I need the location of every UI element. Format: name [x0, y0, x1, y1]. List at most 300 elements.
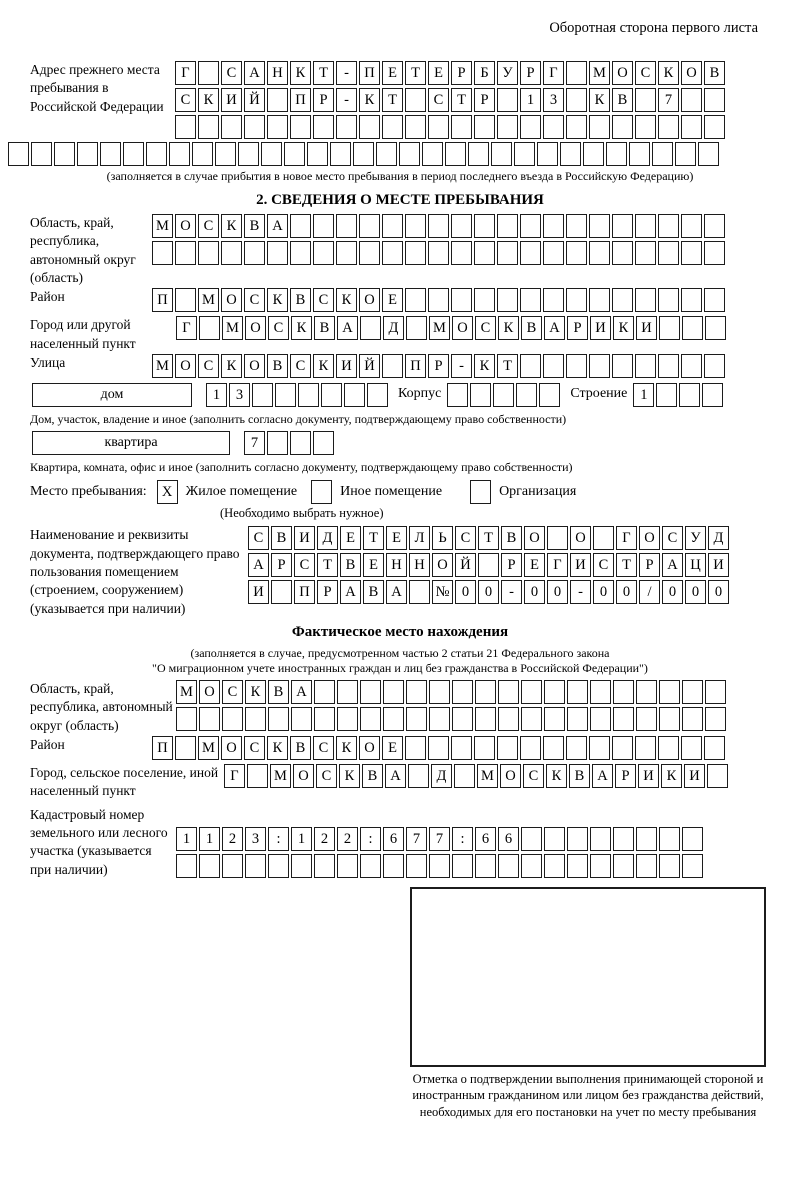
char-box[interactable] [613, 707, 634, 731]
char-box[interactable]: И [336, 354, 357, 378]
char-box[interactable] [267, 115, 288, 139]
char-box[interactable] [593, 526, 614, 550]
char-box[interactable]: О [359, 288, 380, 312]
char-box[interactable]: Л [409, 526, 430, 550]
char-box[interactable]: А [662, 553, 683, 577]
char-box[interactable] [589, 115, 610, 139]
char-box[interactable]: Ц [685, 553, 706, 577]
char-box[interactable]: И [636, 316, 657, 340]
char-box[interactable]: С [221, 61, 242, 85]
char-box[interactable] [705, 316, 726, 340]
char-box[interactable] [405, 115, 426, 139]
char-box[interactable]: 6 [383, 827, 404, 851]
char-box[interactable]: Д [708, 526, 729, 550]
char-box[interactable]: К [290, 61, 311, 85]
char-box[interactable]: Д [383, 316, 404, 340]
char-box[interactable] [566, 288, 587, 312]
char-box[interactable] [408, 764, 429, 788]
char-box[interactable] [539, 383, 560, 407]
char-box[interactable] [77, 142, 98, 166]
char-box[interactable] [475, 854, 496, 878]
char-box[interactable] [31, 142, 52, 166]
char-box[interactable]: 3 [245, 827, 266, 851]
char-box[interactable]: : [452, 827, 473, 851]
char-box[interactable] [544, 707, 565, 731]
char-box[interactable]: П [290, 88, 311, 112]
char-box[interactable] [521, 680, 542, 704]
char-box[interactable]: 6 [475, 827, 496, 851]
char-box[interactable] [635, 214, 656, 238]
char-box[interactable] [245, 707, 266, 731]
char-box[interactable]: О [175, 214, 196, 238]
char-box[interactable]: В [271, 526, 292, 550]
char-box[interactable] [704, 288, 725, 312]
char-box[interactable] [704, 241, 725, 265]
char-box[interactable]: С [313, 288, 334, 312]
char-box[interactable] [267, 88, 288, 112]
char-box[interactable] [405, 288, 426, 312]
char-box[interactable] [474, 214, 495, 238]
char-box[interactable]: И [294, 526, 315, 550]
char-box[interactable] [682, 316, 703, 340]
char-box[interactable]: К [359, 88, 380, 112]
char-box[interactable] [271, 580, 292, 604]
char-box[interactable] [313, 214, 334, 238]
char-box[interactable] [704, 736, 725, 760]
char-box[interactable]: О [639, 526, 660, 550]
char-box[interactable]: О [245, 316, 266, 340]
char-box[interactable] [474, 736, 495, 760]
char-box[interactable] [360, 854, 381, 878]
char-box[interactable] [313, 431, 334, 455]
char-box[interactable]: А [544, 316, 565, 340]
char-box[interactable] [175, 241, 196, 265]
char-box[interactable] [452, 680, 473, 704]
char-box[interactable] [636, 707, 657, 731]
char-box[interactable] [658, 241, 679, 265]
char-box[interactable] [468, 142, 489, 166]
char-box[interactable] [478, 553, 499, 577]
char-box[interactable] [520, 115, 541, 139]
char-box[interactable] [406, 316, 427, 340]
char-box[interactable] [682, 680, 703, 704]
char-box[interactable]: С [175, 88, 196, 112]
char-box[interactable] [590, 707, 611, 731]
char-box[interactable] [521, 854, 542, 878]
char-box[interactable] [221, 115, 242, 139]
char-box[interactable]: К [221, 214, 242, 238]
char-box[interactable]: / [639, 580, 660, 604]
char-box[interactable] [498, 707, 519, 731]
char-box[interactable] [314, 707, 335, 731]
char-box[interactable] [675, 142, 696, 166]
char-box[interactable] [447, 383, 468, 407]
char-box[interactable]: Т [451, 88, 472, 112]
char-box[interactable]: Й [244, 88, 265, 112]
char-box[interactable]: С [523, 764, 544, 788]
char-box[interactable] [590, 680, 611, 704]
char-box[interactable]: Е [386, 526, 407, 550]
char-box[interactable] [681, 88, 702, 112]
char-box[interactable] [658, 736, 679, 760]
char-box[interactable]: Б [474, 61, 495, 85]
char-box[interactable]: Р [501, 553, 522, 577]
char-box[interactable]: Р [615, 764, 636, 788]
char-box[interactable]: 0 [524, 580, 545, 604]
char-box[interactable]: К [589, 88, 610, 112]
char-box[interactable]: А [244, 61, 265, 85]
char-box[interactable]: 6 [498, 827, 519, 851]
char-box[interactable] [215, 142, 236, 166]
char-box[interactable] [544, 827, 565, 851]
char-box[interactable]: Е [363, 553, 384, 577]
checkbox-other-premises[interactable] [311, 480, 332, 504]
char-box[interactable] [520, 214, 541, 238]
char-box[interactable] [698, 142, 719, 166]
char-box[interactable] [589, 241, 610, 265]
char-box[interactable] [681, 288, 702, 312]
char-box[interactable]: П [405, 354, 426, 378]
char-box[interactable] [497, 115, 518, 139]
checkbox-residential[interactable]: X [157, 480, 178, 504]
char-box[interactable] [123, 142, 144, 166]
char-box[interactable] [429, 680, 450, 704]
char-box[interactable] [470, 383, 491, 407]
char-box[interactable]: Р [474, 88, 495, 112]
char-box[interactable] [612, 115, 633, 139]
char-box[interactable]: П [294, 580, 315, 604]
char-box[interactable]: Р [451, 61, 472, 85]
char-box[interactable]: Т [616, 553, 637, 577]
char-box[interactable]: Ь [432, 526, 453, 550]
char-box[interactable]: 0 [662, 580, 683, 604]
char-box[interactable] [681, 736, 702, 760]
char-box[interactable] [475, 680, 496, 704]
char-box[interactable]: Е [382, 61, 403, 85]
char-box[interactable] [704, 214, 725, 238]
char-box[interactable] [353, 142, 374, 166]
char-box[interactable] [589, 288, 610, 312]
char-box[interactable]: 0 [708, 580, 729, 604]
char-box[interactable]: М [429, 316, 450, 340]
char-box[interactable]: А [267, 214, 288, 238]
char-box[interactable]: О [524, 526, 545, 550]
char-box[interactable]: 7 [658, 88, 679, 112]
char-box[interactable] [520, 736, 541, 760]
char-box[interactable]: К [613, 316, 634, 340]
char-box[interactable]: О [681, 61, 702, 85]
char-box[interactable] [175, 288, 196, 312]
char-box[interactable]: И [248, 580, 269, 604]
char-box[interactable] [612, 354, 633, 378]
char-box[interactable]: О [221, 736, 242, 760]
char-box[interactable] [267, 241, 288, 265]
char-box[interactable]: 1 [176, 827, 197, 851]
char-box[interactable]: - [336, 88, 357, 112]
char-box[interactable]: М [198, 736, 219, 760]
char-box[interactable] [344, 383, 365, 407]
char-box[interactable] [176, 707, 197, 731]
char-box[interactable] [291, 854, 312, 878]
char-box[interactable]: О [452, 316, 473, 340]
char-box[interactable]: И [684, 764, 705, 788]
char-box[interactable]: Е [382, 288, 403, 312]
char-box[interactable] [454, 764, 475, 788]
char-box[interactable] [360, 316, 381, 340]
char-box[interactable] [199, 316, 220, 340]
char-box[interactable]: О [199, 680, 220, 704]
char-box[interactable] [359, 241, 380, 265]
char-box[interactable] [635, 736, 656, 760]
char-box[interactable] [382, 214, 403, 238]
char-box[interactable]: О [500, 764, 521, 788]
char-box[interactable]: К [245, 680, 266, 704]
char-box[interactable] [451, 288, 472, 312]
char-box[interactable]: 1 [291, 827, 312, 851]
char-box[interactable] [267, 431, 288, 455]
char-box[interactable] [474, 241, 495, 265]
char-box[interactable] [261, 142, 282, 166]
char-box[interactable] [679, 383, 700, 407]
char-box[interactable] [612, 241, 633, 265]
char-box[interactable] [707, 764, 728, 788]
char-box[interactable] [493, 383, 514, 407]
char-box[interactable]: У [497, 61, 518, 85]
char-box[interactable] [199, 707, 220, 731]
char-box[interactable]: К [661, 764, 682, 788]
char-box[interactable] [606, 142, 627, 166]
char-box[interactable] [635, 88, 656, 112]
char-box[interactable] [475, 707, 496, 731]
char-box[interactable] [544, 680, 565, 704]
char-box[interactable] [337, 854, 358, 878]
char-box[interactable]: Д [431, 764, 452, 788]
char-box[interactable] [474, 115, 495, 139]
char-box[interactable]: Н [409, 553, 430, 577]
char-box[interactable]: Е [382, 736, 403, 760]
char-box[interactable] [298, 383, 319, 407]
char-box[interactable] [428, 736, 449, 760]
char-box[interactable]: 7 [244, 431, 265, 455]
char-box[interactable]: С [428, 88, 449, 112]
char-box[interactable] [314, 854, 335, 878]
char-box[interactable] [658, 288, 679, 312]
char-box[interactable] [336, 214, 357, 238]
char-box[interactable]: С [268, 316, 289, 340]
char-box[interactable]: Т [497, 354, 518, 378]
char-box[interactable] [543, 241, 564, 265]
char-box[interactable]: Е [428, 61, 449, 85]
char-box[interactable]: : [268, 827, 289, 851]
char-box[interactable]: 1 [199, 827, 220, 851]
char-box[interactable] [658, 354, 679, 378]
char-box[interactable] [406, 854, 427, 878]
char-box[interactable] [613, 680, 634, 704]
char-box[interactable] [451, 115, 472, 139]
char-box[interactable] [566, 61, 587, 85]
char-box[interactable]: Р [639, 553, 660, 577]
char-box[interactable] [428, 288, 449, 312]
char-box[interactable]: К [291, 316, 312, 340]
char-box[interactable]: 3 [543, 88, 564, 112]
char-box[interactable] [175, 736, 196, 760]
char-box[interactable] [681, 241, 702, 265]
char-box[interactable]: Т [317, 553, 338, 577]
char-box[interactable]: Д [317, 526, 338, 550]
char-box[interactable]: П [359, 61, 380, 85]
char-box[interactable] [520, 354, 541, 378]
char-box[interactable] [704, 115, 725, 139]
char-box[interactable]: Т [382, 88, 403, 112]
char-box[interactable]: 0 [685, 580, 706, 604]
char-box[interactable] [583, 142, 604, 166]
char-box[interactable] [192, 142, 213, 166]
char-box[interactable] [497, 288, 518, 312]
char-box[interactable] [635, 354, 656, 378]
char-box[interactable]: И [221, 88, 242, 112]
char-box[interactable] [406, 707, 427, 731]
char-box[interactable] [382, 354, 403, 378]
char-box[interactable]: П [152, 736, 173, 760]
char-box[interactable]: О [221, 288, 242, 312]
char-box[interactable]: С [244, 736, 265, 760]
char-box[interactable]: М [152, 354, 173, 378]
char-box[interactable] [290, 431, 311, 455]
char-box[interactable] [635, 288, 656, 312]
char-box[interactable] [451, 736, 472, 760]
char-box[interactable]: С [294, 553, 315, 577]
char-box[interactable] [405, 88, 426, 112]
char-box[interactable] [169, 142, 190, 166]
char-box[interactable] [612, 288, 633, 312]
checkbox-organization[interactable] [470, 480, 491, 504]
char-box[interactable] [702, 383, 723, 407]
char-box[interactable]: В [267, 354, 288, 378]
char-box[interactable] [337, 707, 358, 731]
char-box[interactable] [382, 115, 403, 139]
char-box[interactable] [567, 827, 588, 851]
char-box[interactable]: А [385, 764, 406, 788]
char-box[interactable]: К [221, 354, 242, 378]
char-box[interactable]: В [268, 680, 289, 704]
char-box[interactable] [544, 854, 565, 878]
char-box[interactable]: В [244, 214, 265, 238]
char-box[interactable]: Р [520, 61, 541, 85]
char-box[interactable] [474, 288, 495, 312]
char-box[interactable]: Н [267, 61, 288, 85]
char-box[interactable]: Н [386, 553, 407, 577]
char-box[interactable] [589, 736, 610, 760]
char-box[interactable]: С [198, 354, 219, 378]
char-box[interactable] [222, 854, 243, 878]
char-box[interactable]: М [152, 214, 173, 238]
char-box[interactable]: К [546, 764, 567, 788]
char-box[interactable] [658, 214, 679, 238]
char-box[interactable]: В [340, 553, 361, 577]
char-box[interactable] [567, 854, 588, 878]
char-box[interactable] [313, 115, 334, 139]
char-box[interactable]: 0 [478, 580, 499, 604]
char-box[interactable] [198, 241, 219, 265]
char-box[interactable]: В [501, 526, 522, 550]
char-box[interactable]: О [244, 354, 265, 378]
char-box[interactable]: 3 [229, 383, 250, 407]
char-box[interactable]: Г [543, 61, 564, 85]
char-box[interactable]: О [293, 764, 314, 788]
char-box[interactable] [537, 142, 558, 166]
char-box[interactable] [406, 680, 427, 704]
char-box[interactable] [382, 241, 403, 265]
char-box[interactable]: К [267, 736, 288, 760]
char-box[interactable]: - [501, 580, 522, 604]
char-box[interactable] [659, 680, 680, 704]
char-box[interactable] [613, 827, 634, 851]
char-box[interactable]: В [362, 764, 383, 788]
char-box[interactable] [383, 680, 404, 704]
char-box[interactable] [336, 241, 357, 265]
char-box[interactable] [656, 383, 677, 407]
char-box[interactable] [498, 854, 519, 878]
char-box[interactable]: Т [405, 61, 426, 85]
char-box[interactable] [516, 383, 537, 407]
char-box[interactable] [682, 854, 703, 878]
char-box[interactable] [284, 142, 305, 166]
char-box[interactable] [367, 383, 388, 407]
char-box[interactable]: С [662, 526, 683, 550]
char-box[interactable]: 2 [222, 827, 243, 851]
char-box[interactable]: О [359, 736, 380, 760]
char-box[interactable] [429, 854, 450, 878]
char-box[interactable] [452, 707, 473, 731]
char-box[interactable]: К [336, 736, 357, 760]
char-box[interactable]: С [455, 526, 476, 550]
char-box[interactable]: А [337, 316, 358, 340]
char-box[interactable]: С [248, 526, 269, 550]
char-box[interactable] [704, 354, 725, 378]
char-box[interactable] [520, 288, 541, 312]
char-box[interactable] [543, 736, 564, 760]
char-box[interactable] [636, 854, 657, 878]
char-box[interactable] [652, 142, 673, 166]
char-box[interactable] [547, 526, 568, 550]
char-box[interactable]: М [222, 316, 243, 340]
char-box[interactable] [321, 383, 342, 407]
char-box[interactable] [704, 88, 725, 112]
char-box[interactable]: О [612, 61, 633, 85]
char-box[interactable] [422, 142, 443, 166]
char-box[interactable]: Е [524, 553, 545, 577]
char-box[interactable]: - [451, 354, 472, 378]
char-box[interactable]: 0 [455, 580, 476, 604]
char-box[interactable]: № [432, 580, 453, 604]
char-box[interactable]: В [314, 316, 335, 340]
char-box[interactable]: 1 [206, 383, 227, 407]
char-box[interactable]: К [313, 354, 334, 378]
char-box[interactable] [198, 115, 219, 139]
char-box[interactable] [629, 142, 650, 166]
char-box[interactable]: В [290, 288, 311, 312]
char-box[interactable]: В [521, 316, 542, 340]
char-box[interactable] [100, 142, 121, 166]
char-box[interactable] [199, 854, 220, 878]
char-box[interactable]: И [590, 316, 611, 340]
char-box[interactable] [682, 707, 703, 731]
char-box[interactable] [612, 736, 633, 760]
char-box[interactable] [567, 707, 588, 731]
char-box[interactable]: М [270, 764, 291, 788]
char-box[interactable]: - [570, 580, 591, 604]
char-box[interactable]: И [638, 764, 659, 788]
